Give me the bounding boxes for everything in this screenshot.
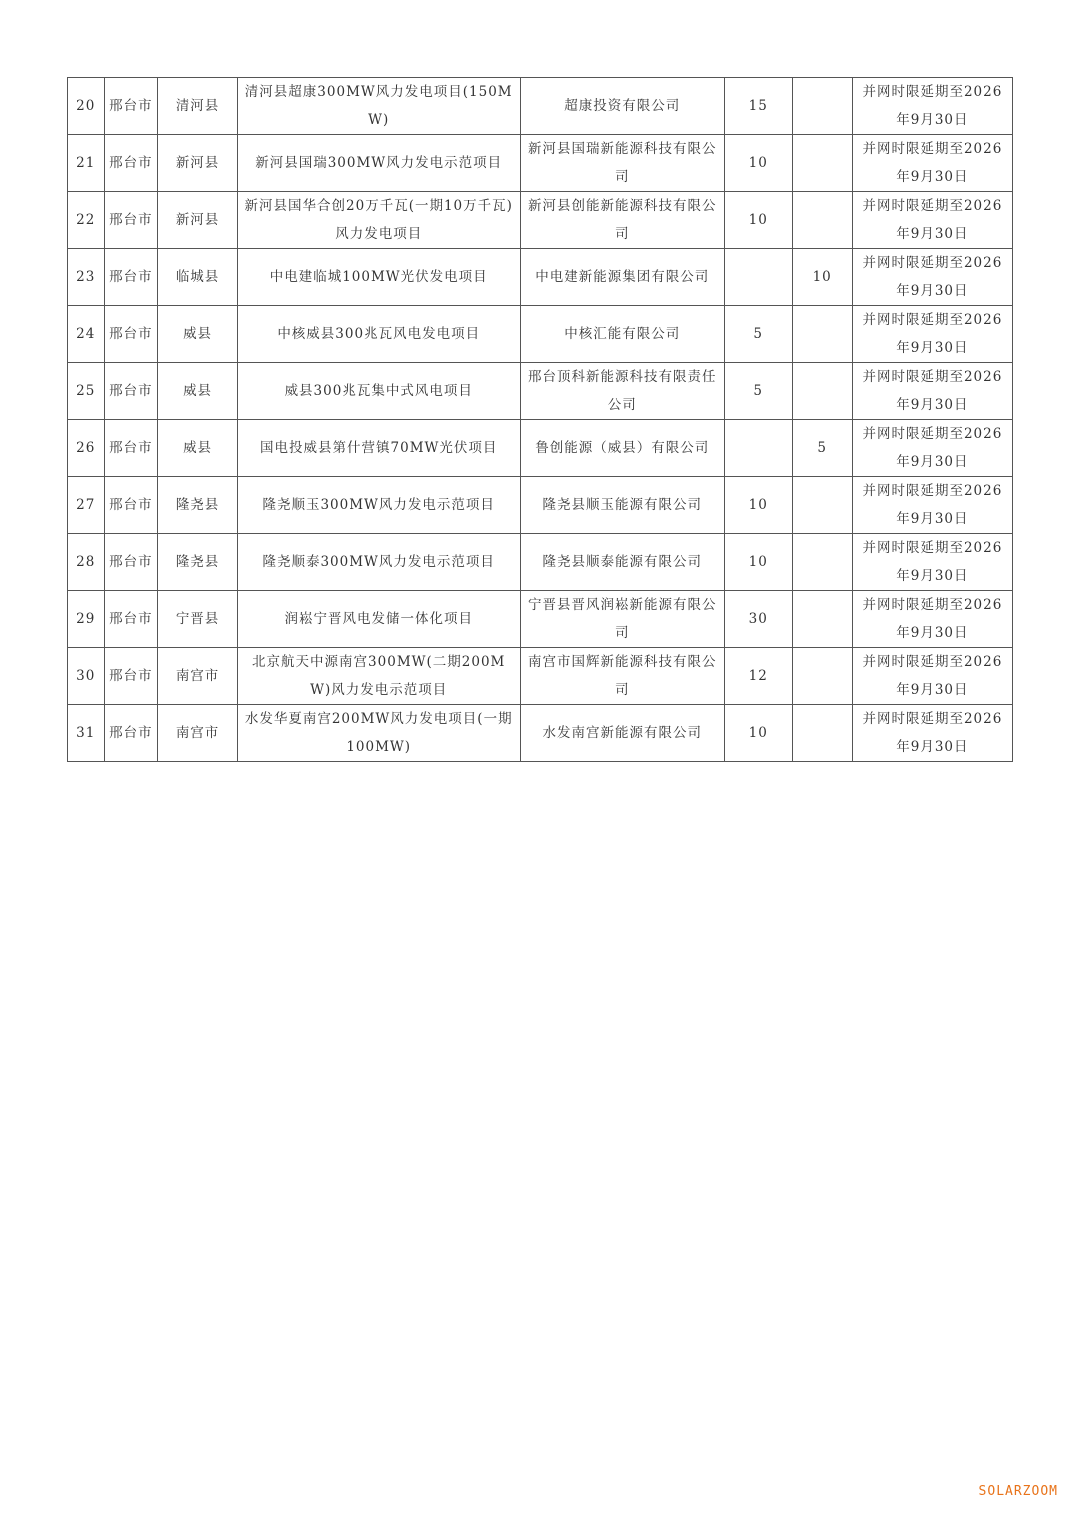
county-cell: 隆尧县 [158,534,238,591]
note-cell: 并网时限延期至2026年9月30日 [852,705,1012,762]
city-cell: 邢台市 [104,591,158,648]
table-row [68,363,1013,420]
wind-capacity-cell: 10 [724,135,792,192]
row-number: 21 [68,135,105,192]
project-name-cell: 水发华夏南宫200MW风力发电项目(一期100MW) [237,705,520,762]
wind-capacity-cell: 10 [724,477,792,534]
note-cell: 并网时限延期至2026年9月30日 [852,591,1012,648]
company-cell: 隆尧县顺玉能源有限公司 [520,477,724,534]
note-cell: 并网时限延期至2026年9月30日 [852,534,1012,591]
note-cell: 并网时限延期至2026年9月30日 [852,135,1012,192]
wind-capacity-cell [724,249,792,306]
company-cell: 鲁创能源（威县）有限公司 [520,420,724,477]
city-cell: 邢台市 [104,705,158,762]
city-cell: 邢台市 [104,420,158,477]
company-cell: 中电建新能源集团有限公司 [520,249,724,306]
city-cell: 邢台市 [104,363,158,420]
row-number: 22 [68,192,105,249]
project-table [67,77,1013,762]
county-cell: 南宫市 [158,705,238,762]
solar-capacity-cell [792,591,852,648]
project-name-cell: 国电投威县第什营镇70MW光伏项目 [237,420,520,477]
solar-capacity-cell [792,363,852,420]
city-cell: 邢台市 [104,192,158,249]
company-cell: 隆尧县顺泰能源有限公司 [520,534,724,591]
project-name-cell: 新河县国瑞300MW风力发电示范项目 [237,135,520,192]
table-row [68,306,1013,363]
project-name-cell: 润崧宁晋风电发储一体化项目 [237,591,520,648]
city-cell: 邢台市 [104,477,158,534]
table-row [68,420,1013,477]
county-cell: 威县 [158,420,238,477]
watermark-logo: SOLARZOOM [978,1484,1058,1499]
note-cell: 并网时限延期至2026年9月30日 [852,192,1012,249]
wind-capacity-cell [724,420,792,477]
note-cell: 并网时限延期至2026年9月30日 [852,648,1012,705]
row-number: 28 [68,534,105,591]
row-number: 26 [68,420,105,477]
table-row [68,477,1013,534]
table-row [68,591,1013,648]
row-number: 31 [68,705,105,762]
county-cell: 新河县 [158,192,238,249]
county-cell: 宁晋县 [158,591,238,648]
county-cell: 清河县 [158,78,238,135]
project-name-cell: 中核威县300兆瓦风电发电项目 [237,306,520,363]
county-cell: 南宫市 [158,648,238,705]
city-cell: 邢台市 [104,249,158,306]
project-name-cell: 北京航天中源南宫300MW(二期200MW)风力发电示范项目 [237,648,520,705]
solar-capacity-cell: 10 [792,249,852,306]
county-cell: 威县 [158,363,238,420]
row-number: 25 [68,363,105,420]
county-cell: 新河县 [158,135,238,192]
note-cell: 并网时限延期至2026年9月30日 [852,78,1012,135]
wind-capacity-cell: 5 [724,363,792,420]
project-name-cell: 隆尧顺泰300MW风力发电示范项目 [237,534,520,591]
company-cell: 南宫市国辉新能源科技有限公司 [520,648,724,705]
project-name-cell: 清河县超康300MW风力发电项目(150MW) [237,78,520,135]
row-number: 30 [68,648,105,705]
solar-capacity-cell [792,78,852,135]
project-name-cell: 新河县国华合创20万千瓦(一期10万千瓦)风力发电项目 [237,192,520,249]
row-number: 27 [68,477,105,534]
company-cell: 邢台顶科新能源科技有限责任公司 [520,363,724,420]
wind-capacity-cell: 15 [724,78,792,135]
table-body [68,78,1013,762]
table-row [68,249,1013,306]
city-cell: 邢台市 [104,78,158,135]
city-cell: 邢台市 [104,306,158,363]
company-cell: 超康投资有限公司 [520,78,724,135]
city-cell: 邢台市 [104,648,158,705]
county-cell: 隆尧县 [158,477,238,534]
project-name-cell: 中电建临城100MW光伏发电项目 [237,249,520,306]
wind-capacity-cell: 10 [724,705,792,762]
note-cell: 并网时限延期至2026年9月30日 [852,363,1012,420]
solar-capacity-cell: 5 [792,420,852,477]
note-cell: 并网时限延期至2026年9月30日 [852,249,1012,306]
company-cell: 新河县国瑞新能源科技有限公司 [520,135,724,192]
solar-capacity-cell [792,192,852,249]
solar-capacity-cell [792,534,852,591]
wind-capacity-cell: 10 [724,534,792,591]
row-number: 29 [68,591,105,648]
wind-capacity-cell: 30 [724,591,792,648]
wind-capacity-cell: 10 [724,192,792,249]
company-cell: 中核汇能有限公司 [520,306,724,363]
row-number: 23 [68,249,105,306]
table-row [68,534,1013,591]
table-row [68,192,1013,249]
note-cell: 并网时限延期至2026年9月30日 [852,477,1012,534]
city-cell: 邢台市 [104,534,158,591]
solar-capacity-cell [792,477,852,534]
company-cell: 宁晋县晋风润崧新能源有限公司 [520,591,724,648]
wind-capacity-cell: 12 [724,648,792,705]
row-number: 24 [68,306,105,363]
city-cell: 邢台市 [104,135,158,192]
note-cell: 并网时限延期至2026年9月30日 [852,420,1012,477]
county-cell: 威县 [158,306,238,363]
project-name-cell: 隆尧顺玉300MW风力发电示范项目 [237,477,520,534]
table-row [68,135,1013,192]
solar-capacity-cell [792,648,852,705]
solar-capacity-cell [792,135,852,192]
solar-capacity-cell [792,705,852,762]
wind-capacity-cell: 5 [724,306,792,363]
solar-capacity-cell [792,306,852,363]
county-cell: 临城县 [158,249,238,306]
row-number: 20 [68,78,105,135]
note-cell: 并网时限延期至2026年9月30日 [852,306,1012,363]
company-cell: 水发南宫新能源有限公司 [520,705,724,762]
company-cell: 新河县创能新能源科技有限公司 [520,192,724,249]
project-name-cell: 威县300兆瓦集中式风电项目 [237,363,520,420]
table-row [68,648,1013,705]
table-row [68,78,1013,135]
table-row [68,705,1013,762]
